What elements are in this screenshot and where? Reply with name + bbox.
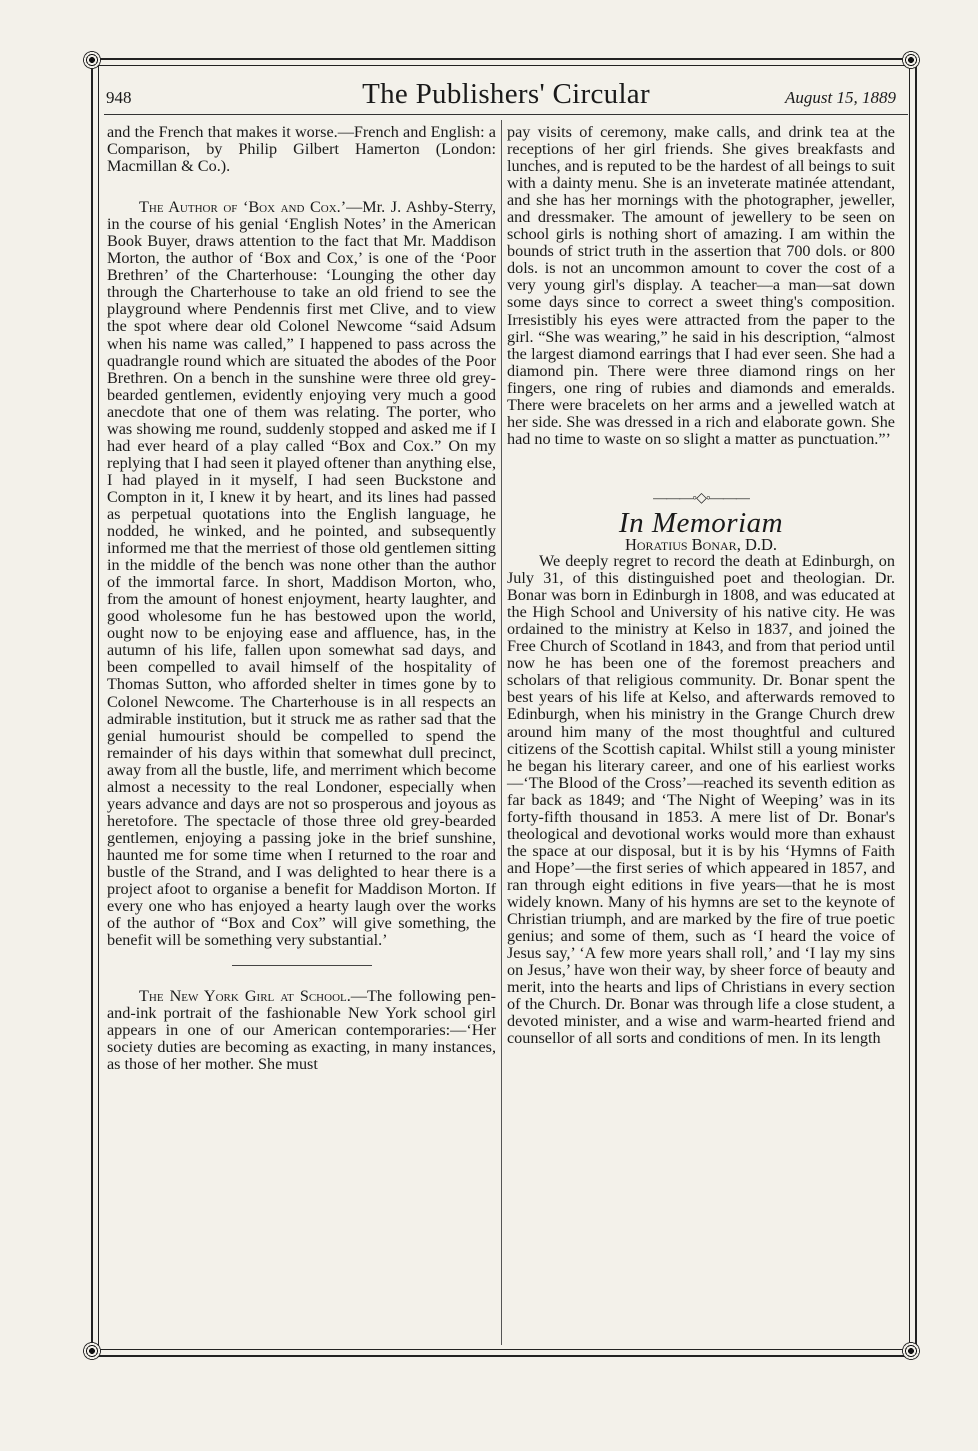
article-body: —Mr. J. Ashby-Sterry, in the course of his genial ‘English Notes’ in the American Book Buyer, draws attention to the fact that Mr. Maddison Morton, the author of ‘Box and Cox,’ is one of the ‘Poor Brethren’ of the Charterhouse: ‘Lounging the other day through the Charterhouse to take an old friend to see the playground where Pendennis first met Clive, and to view the spot where dear old Colonel Newcome “said Adsum when his name was called,” I happened to pass across the quadrangle round which are situated the abodes of the Poor Brethren. On a bench in the sunshine were three old grey-bearded gentlemen, evidently enjoying very much a good anecdote that one of them was relating. The porter, who was showing me round, suddenly stopped and asked me if I had ever heard of a play called “Box and Cox.” On my replying that I had seen it played oftener than anything else, I had played in it myself, I had seen Buckstone and Compton in it, I knew it by heart, and its lines had passed as perpetual quotations into the English language, he nodded, he winked, and he pointed, and subsequently informed me that the merriest of those old gentlemen sitting in the middle of the bench was none other than the author of the immortal farce. In short, Maddison Morton, who, from the amount of honest enjoyment, hearty laughter, and good wholesome fun he has bestowed upon the world, ought now to be enjoying ease and affluence, has, in the autumn of his life, fallen upon somewhat sad days, and been compelled to avail himself of the hospitality of Thomas Sutton, who afforded shelter in times gone by to Colonel Newcome. The Charterhouse is in all respects an admirable institution, but it struck me as rather sad that the genial humourist should be compelled to spend the remainder of his days within that somewhat dull precinct, away from all the bustle, life, and merriment which become almost a necessity to the real Londoner, especially when years advance and days are not so prosperous and joyous as heretofore. The spectacle of those three old grey-bearded gentlemen, enjoying a passing joke in the brief sunshine, haunted me for some time when I returned to the roar and bustle of the Strand, and I was delighted to hear there is a project afoot to organise a benefit for Maddison Morton. If every one who has enjoyed a hearty laugh over the works of the author of “Box and Cox” will give something, the benefit will be something very substantial.’ xyxy=(107,198,496,950)
publication-title: The Publishers' Circular xyxy=(362,78,650,110)
frame-left-border xyxy=(91,58,99,1354)
issue-date: August 15, 1889 xyxy=(785,88,896,107)
frame-top-border xyxy=(90,58,916,66)
corner-ornament-icon xyxy=(902,51,920,69)
article-box-and-cox xyxy=(107,199,496,949)
page-header xyxy=(104,76,908,112)
right-column xyxy=(507,124,895,1047)
article-heading: The New York Girl at School. xyxy=(139,987,351,1006)
column-divider xyxy=(501,120,502,1345)
obituary-subject: Horatius Bonar, D.D. xyxy=(624,534,778,554)
page-number: 948 xyxy=(106,88,132,107)
frame-bottom-border xyxy=(90,1349,916,1357)
article-new-york-girl-continued: pay visits of ceremony, make calls, and drink tea at the receptions of her girl friends. She gives breakfasts and lunches, and is reputed to be the hardest of all beings to suit with a dainty menu. She is an inveterate matinée attendant, and she has her mornings with the photographer, jeweller, and dressmaker. The amount of jewellery to be seen on school girls is nothing short of amazing. I am within the bounds of strict truth in the assertion that 700 dols. or 800 dols. is not an uncommon amount to cover the cost of a very young girl's display. A teacher—a man—sat down some days since to correct a sweet thing's composition. Irresistibly his eyes were attracted from the paper to the girl. “She was wearing,” he said in his description, “almost the largest diamond earrings that I had ever seen. She had a diamond pin. There were three diamond rings on her fingers, one ring of rubies and diamonds and emeralds. There were bracelets on her arms and a jewelled watch at her side. She was dressed in a rich and elaborate gown. She had no time to waste on so slight a matter as punctuation.”’ xyxy=(507,123,895,448)
corner-ornament-icon xyxy=(83,1342,101,1360)
article-new-york-girl xyxy=(107,988,496,1073)
frame-right-border xyxy=(909,58,917,1354)
header-rule xyxy=(104,114,908,115)
corner-ornament-icon xyxy=(83,51,101,69)
article-heading: The Author of ‘Box and Cox.’ xyxy=(139,198,347,217)
obituary-body: We deeply regret to record the death at Edinburgh, on July 31, of this distinguished poet and theologian. Dr. Bonar was born in Edinburgh in 1808, and was educated at the High School and University of his native city. He was ordained to the ministry at Kelso in 1837, and joined the Free Church of Scotland in 1843, and from that period until now he has been one of the foremost preachers and scholars of that religious community. Dr. Bonar spent the best years of his life at Kelso, and afterwards removed to Edinburgh, when his ministry in the Grange Church drew around him many of the most thoughtful and cultured citizens of the Scottish capital. Whilst still a young minister he began his literary career, and one of his earliest works—‘The Blood of the Cross’—reached its seventh edition as far back as 1849; and ‘The Night of Weeping’ was in its forty-fifth thousand in 1853. A mere list of Dr. Bonar's theological and devotional works would more than exhaust the space at our disposal, but it is by his ‘Hymns of Faith and Hope’—the first series of which appeared in 1857, and ran through eight editions in five years—that he is most widely known. Many of his hymns are set to the keynote of Christian triumph, and are marked by the fire of true poetic genius; and some of them, such as ‘I heard the voice of Jesus say,’ ‘A few more years shall roll,’ and ‘I lay my sins on Jesus,’ have won their way, by sheer force of beauty and merit, into the hearts and lips of Christians in every section of the Church. Dr. Bonar was through life a close student, a devoted minister, and a wise and warm-hearted friend and counsellor of all sorts and conditions of men. In its length xyxy=(507,552,895,1048)
ornament-divider-icon: ———◦◇◦——— xyxy=(653,490,749,506)
corner-ornament-icon xyxy=(902,1342,920,1360)
article-body: —The following pen-and-ink portrait of the fashionable New York school girl appears in one of our American contemporaries:—‘Her society duties are becoming as exacting, in many instances, as those of her mother. She must xyxy=(107,987,496,1074)
paragraph-intro-end: and the French that makes it worse.—French and English: a Comparison, by Philip Gilbert Hamerton (London: Macmillan & Co.). xyxy=(107,123,496,176)
section-title: In Memoriam xyxy=(618,506,784,539)
left-column xyxy=(107,124,496,1073)
